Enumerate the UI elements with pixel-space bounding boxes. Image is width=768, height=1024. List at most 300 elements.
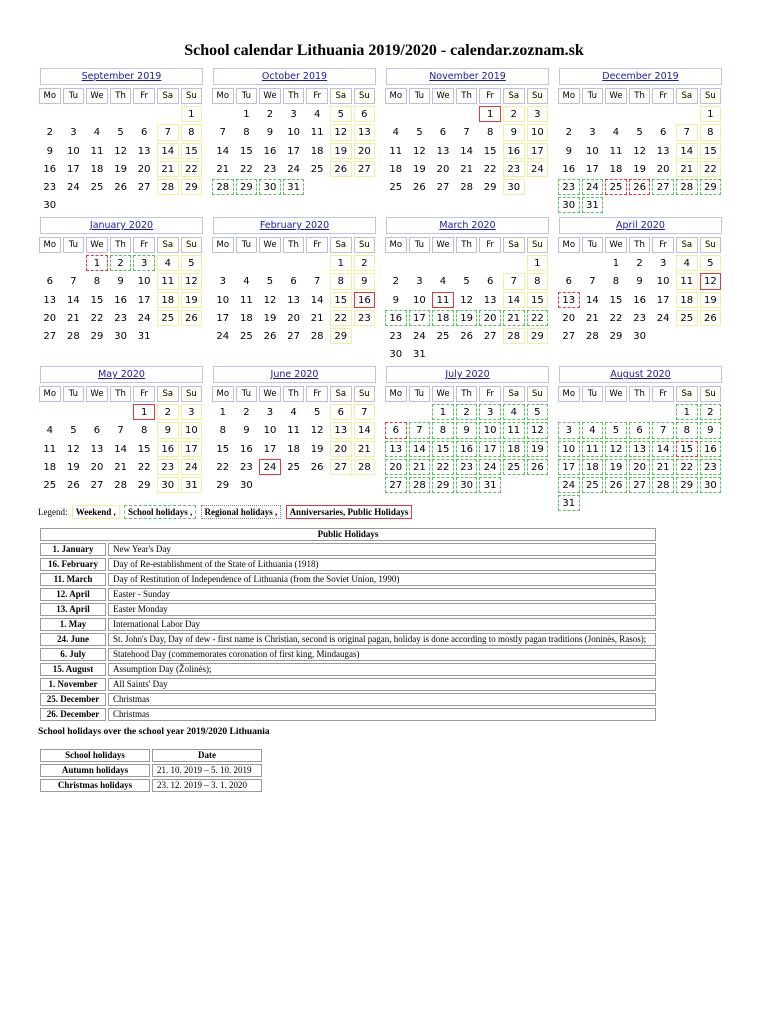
day-cell: 2 [565, 127, 572, 139]
weekday-header: Th [283, 88, 305, 104]
day-cell: 8 [93, 276, 101, 288]
day-cell: 13 [354, 124, 376, 140]
day-cell: 1 [181, 106, 203, 122]
day-cell: 11 [240, 294, 253, 306]
day-cell: 14 [354, 422, 376, 438]
month-name-link[interactable]: February 2020 [259, 220, 330, 231]
weekday-header: Su [181, 386, 203, 402]
month-day-grid [384, 385, 549, 494]
month-name-link[interactable]: June 2020 [270, 369, 319, 380]
weekday-header: Su [354, 88, 376, 104]
weekday-header: Th [629, 237, 651, 253]
day-cell: 12 [330, 124, 352, 140]
day-cell: 27 [385, 477, 407, 493]
month-day-grid [38, 87, 203, 214]
day-cell: 6 [385, 422, 407, 438]
day-cell: 29 [236, 179, 258, 195]
day-cell: 27 [354, 161, 376, 177]
day-cell: 11 [503, 422, 525, 438]
month-header [40, 366, 203, 383]
day-cell: 17 [558, 459, 580, 475]
day-cell: 16 [562, 163, 576, 175]
empty-cell [479, 255, 501, 271]
day-cell: 31 [137, 330, 151, 342]
day-cell: 23 [354, 310, 376, 326]
day-cell: 9 [266, 127, 274, 139]
weekday-header: Mo [385, 386, 407, 402]
empty-cell [39, 255, 61, 271]
day-cell: 27 [90, 479, 104, 491]
day-cell: 17 [287, 145, 300, 157]
day-cell: 12 [633, 145, 646, 157]
weekday-header: We [432, 386, 454, 402]
day-cell: 17 [527, 143, 549, 159]
day-cell: 25 [43, 479, 57, 491]
day-cell: 25 [503, 459, 525, 475]
month-name-link[interactable]: April 2020 [616, 220, 665, 231]
weekday-header: Th [456, 88, 478, 104]
day-cell: 29 [137, 479, 151, 491]
day-cell: 20 [330, 441, 352, 457]
month-name-link[interactable]: October 2019 [261, 71, 328, 82]
day-cell: 28 [354, 459, 376, 475]
day-cell: 12 [263, 294, 277, 306]
day-cell: 9 [392, 294, 399, 306]
day-cell: 11 [310, 127, 324, 139]
day-cell: 19 [263, 312, 277, 324]
day-cell: 28 [586, 330, 599, 342]
day-cell: 29 [216, 479, 230, 491]
empty-cell [259, 255, 281, 271]
day-cell: 6 [354, 106, 376, 122]
day-cell: 4 [612, 127, 620, 139]
day-cell: 19 [456, 310, 478, 326]
day-cell: 8 [700, 124, 722, 140]
day-cell: 24 [259, 459, 281, 475]
day-cell: 4 [676, 255, 698, 271]
day-cell: 24 [287, 163, 300, 175]
table-row [40, 648, 656, 661]
empty-cell [558, 106, 580, 122]
day-cell: 2 [700, 404, 722, 420]
day-cell: 30 [389, 349, 403, 361]
month-name-link[interactable]: August 2020 [610, 369, 671, 380]
month-name-link[interactable]: May 2020 [98, 369, 145, 380]
weekday-header: Fr [133, 88, 155, 104]
day-cell: 1 [527, 255, 549, 271]
day-cell: 7 [117, 425, 124, 437]
day-cell: 3 [527, 106, 549, 122]
table-row [40, 543, 656, 556]
empty-cell [676, 106, 698, 122]
day-cell: 6 [330, 404, 352, 420]
day-cell: 9 [503, 124, 525, 140]
day-cell: 25 [240, 330, 253, 342]
day-cell: 23 [503, 161, 525, 177]
day-cell: 19 [700, 292, 722, 308]
day-cell: 13 [436, 145, 450, 157]
day-cell: 27 [43, 330, 57, 342]
month-day-grid [557, 87, 722, 214]
holiday-date: 24. June [40, 633, 106, 646]
day-cell: 30 [503, 179, 525, 195]
day-cell: 11 [157, 273, 179, 289]
day-cell: 22 [676, 459, 698, 475]
day-cell: 21 [460, 163, 473, 175]
day-cell: 26 [700, 310, 722, 326]
day-cell: 8 [243, 127, 250, 139]
day-cell: 15 [90, 294, 104, 306]
day-cell: 9 [243, 425, 250, 437]
day-cell: 1 [676, 404, 698, 420]
day-cell: 15 [181, 143, 203, 159]
day-cell: 17 [263, 443, 277, 455]
table-row [40, 678, 656, 691]
holiday-name: Assumption Day (Žolinės); [108, 663, 656, 676]
month-name-link[interactable]: November 2019 [429, 71, 506, 82]
day-cell: 1 [479, 106, 501, 122]
day-cell: 14 [216, 145, 230, 157]
day-cell: 22 [483, 163, 497, 175]
holiday-name: Christmas [108, 693, 656, 706]
day-cell: 17 [181, 441, 203, 457]
empty-cell [409, 255, 431, 271]
empty-cell [432, 255, 454, 271]
weekday-header: Mo [558, 386, 580, 402]
day-cell: 25 [582, 477, 604, 493]
day-cell: 1 [86, 255, 108, 271]
day-cell: 24 [582, 179, 604, 195]
weekday-header: Sa [330, 88, 352, 104]
weekday-header: Tu [582, 88, 604, 104]
day-cell: 5 [463, 276, 470, 288]
day-cell: 28 [310, 330, 324, 342]
day-cell: 15 [527, 292, 549, 308]
holiday-name: Easter Monday [108, 603, 656, 616]
day-cell: 21 [114, 461, 127, 473]
day-cell: 26 [330, 161, 352, 177]
day-cell: 19 [114, 163, 127, 175]
day-cell: 26 [263, 330, 277, 342]
weekday-header: Mo [212, 88, 234, 104]
weekday-header: Tu [236, 88, 258, 104]
day-cell: 25 [287, 461, 300, 473]
weekday-header: Fr [652, 237, 674, 253]
day-cell: 7 [652, 422, 674, 438]
month-calendar [211, 217, 376, 345]
day-cell: 19 [181, 292, 203, 308]
empty-cell [39, 106, 61, 122]
day-cell: 12 [460, 294, 473, 306]
day-cell: 23 [389, 330, 403, 342]
empty-cell [385, 255, 407, 271]
empty-cell [157, 106, 179, 122]
day-cell: 10 [527, 124, 549, 140]
day-cell: 25 [605, 179, 627, 195]
day-cell: 10 [287, 127, 300, 139]
day-cell: 15 [432, 441, 454, 457]
day-cell: 31 [283, 179, 305, 195]
day-cell: 26 [114, 181, 127, 193]
day-cell: 4 [290, 407, 297, 419]
day-cell: 28 [460, 181, 473, 193]
day-cell: 26 [310, 461, 324, 473]
day-cell: 18 [609, 163, 623, 175]
month-calendar [557, 217, 722, 345]
weekday-header: Fr [133, 237, 155, 253]
day-cell: 2 [354, 255, 376, 271]
day-cell: 7 [354, 404, 376, 420]
day-cell: 23 [558, 179, 580, 195]
day-cell: 4 [46, 425, 53, 437]
day-cell: 16 [503, 143, 525, 159]
holiday-date: 6. July [40, 648, 106, 661]
day-cell: 13 [90, 443, 104, 455]
empty-cell [605, 404, 627, 420]
empty-cell [605, 106, 627, 122]
day-cell: 28 [212, 179, 234, 195]
holiday-date: 25. December [40, 693, 106, 706]
holiday-date: 1. November [40, 678, 106, 691]
day-cell: 21 [586, 312, 599, 324]
day-cell: 2 [46, 127, 53, 139]
day-cell: 7 [313, 276, 321, 288]
weekday-header: Sa [157, 386, 179, 402]
day-cell: 30 [633, 330, 646, 342]
day-cell: 1 [612, 258, 620, 270]
day-cell: 30 [259, 179, 281, 195]
weekday-header: Su [354, 237, 376, 253]
weekday-header: Su [181, 237, 203, 253]
day-cell: 7 [589, 276, 596, 288]
month-name-link[interactable]: September 2019 [81, 71, 162, 82]
day-cell: 12 [605, 441, 627, 457]
day-cell: 16 [385, 310, 407, 326]
holiday-name: Easter - Sunday [108, 588, 656, 601]
month-header [386, 217, 549, 234]
weekday-header: Mo [212, 386, 234, 402]
day-cell: 24 [216, 330, 230, 342]
day-cell: 18 [90, 163, 104, 175]
day-cell: 15 [330, 292, 352, 308]
day-cell: 17 [67, 163, 80, 175]
day-cell: 14 [652, 441, 674, 457]
weekday-header: Th [283, 386, 305, 402]
day-cell: 21 [310, 312, 324, 324]
day-cell: 29 [483, 181, 497, 193]
day-cell: 8 [612, 276, 620, 288]
month-name-link[interactable]: December 2019 [602, 71, 679, 82]
table-row [40, 779, 262, 792]
day-cell: 25 [676, 310, 698, 326]
day-cell: 2 [266, 109, 274, 121]
day-cell: 17 [216, 312, 230, 324]
day-cell: 2 [243, 407, 250, 419]
day-cell: 14 [460, 145, 473, 157]
month-header [386, 366, 549, 383]
day-cell: 24 [527, 161, 549, 177]
weekday-header: We [432, 237, 454, 253]
day-cell: 8 [140, 425, 148, 437]
weekday-header: We [605, 88, 627, 104]
legend [38, 505, 412, 519]
empty-cell [385, 106, 407, 122]
day-cell: 31 [413, 349, 426, 361]
school-holiday-date: 21. 10. 2019 – 5. 10. 2019 [152, 764, 262, 777]
day-cell: 30 [240, 479, 253, 491]
empty-cell [432, 106, 454, 122]
day-cell: 1 [133, 404, 155, 420]
day-cell: 2 [456, 404, 478, 420]
month-day-grid [211, 87, 376, 196]
day-cell: 3 [416, 276, 423, 288]
day-cell: 19 [605, 459, 627, 475]
day-cell: 18 [240, 312, 253, 324]
day-cell: 17 [586, 163, 599, 175]
weekday-header: Tu [63, 88, 85, 104]
day-cell: 22 [137, 461, 151, 473]
table-row [40, 603, 656, 616]
day-cell: 19 [413, 163, 426, 175]
day-cell: 21 [652, 459, 674, 475]
day-cell: 27 [436, 181, 450, 193]
weekday-header: Su [700, 386, 722, 402]
holiday-name: International Labor Day [108, 618, 656, 631]
day-cell: 4 [392, 127, 399, 139]
day-cell: 27 [483, 330, 497, 342]
day-cell: 9 [700, 422, 722, 438]
day-cell: 7 [70, 276, 77, 288]
day-cell: 3 [219, 276, 226, 288]
day-cell: 13 [656, 145, 670, 157]
day-cell: 2 [157, 404, 179, 420]
day-cell: 20 [354, 143, 376, 159]
day-cell: 29 [527, 328, 549, 344]
day-cell: 6 [140, 127, 148, 139]
empty-cell [582, 404, 604, 420]
day-cell: 8 [527, 273, 549, 289]
day-cell: 19 [527, 441, 549, 457]
empty-cell [212, 106, 234, 122]
month-day-grid [384, 236, 549, 363]
school-holiday-name: Autumn holidays [40, 764, 150, 777]
day-cell: 16 [157, 441, 179, 457]
day-cell: 25 [310, 163, 324, 175]
day-cell: 10 [263, 425, 277, 437]
day-cell: 3 [70, 127, 77, 139]
day-cell: 6 [46, 276, 53, 288]
day-cell: 16 [43, 163, 57, 175]
day-cell: 30 [157, 477, 179, 493]
day-cell: 16 [114, 294, 127, 306]
holiday-name: New Year's Day [108, 543, 656, 556]
day-cell: 29 [432, 477, 454, 493]
weekday-header: Th [456, 386, 478, 402]
day-cell: 3 [659, 258, 667, 270]
empty-cell [503, 255, 525, 271]
weekday-header: Sa [676, 386, 698, 402]
holiday-date: 11. March [40, 573, 106, 586]
day-cell: 29 [609, 330, 623, 342]
day-cell: 11 [43, 443, 57, 455]
day-cell: 26 [527, 459, 549, 475]
day-cell: 4 [157, 255, 179, 271]
day-cell: 8 [330, 273, 352, 289]
month-name-link[interactable]: March 2020 [439, 220, 496, 231]
holiday-date: 16. February [40, 558, 106, 571]
weekday-header: Su [527, 88, 549, 104]
school-holidays-table [38, 747, 264, 794]
day-cell: 22 [330, 310, 352, 326]
day-cell: 28 [676, 179, 698, 195]
holiday-date: 1. May [40, 618, 106, 631]
weekday-header: Th [456, 237, 478, 253]
day-cell: 15 [700, 143, 722, 159]
day-cell: 23 [43, 181, 57, 193]
holiday-date: 1. January [40, 543, 106, 556]
day-cell: 13 [330, 422, 352, 438]
table-row [40, 708, 656, 721]
day-cell: 29 [700, 179, 722, 195]
day-cell: 21 [409, 459, 431, 475]
month-header [559, 217, 722, 234]
day-cell: 21 [503, 310, 525, 326]
weekday-header: Fr [479, 386, 501, 402]
day-cell: 11 [432, 292, 454, 308]
day-cell: 25 [389, 181, 403, 193]
weekday-header: Su [527, 237, 549, 253]
weekday-header: Su [181, 88, 203, 104]
month-name-link[interactable]: January 2020 [89, 220, 154, 231]
day-cell: 8 [219, 425, 226, 437]
holiday-date: 12. April [40, 588, 106, 601]
day-cell: 14 [157, 143, 179, 159]
weekday-header: Tu [582, 386, 604, 402]
day-cell: 9 [636, 276, 643, 288]
weekday-header: Tu [236, 386, 258, 402]
day-cell: 10 [67, 145, 80, 157]
weekday-header: Su [527, 386, 549, 402]
month-calendar [557, 366, 722, 512]
day-cell: 28 [503, 328, 525, 344]
weekday-header: Fr [652, 386, 674, 402]
month-day-grid [557, 385, 722, 512]
school-holidays-header-name: School holidays [40, 749, 150, 762]
day-cell: 17 [137, 294, 151, 306]
empty-cell [283, 255, 305, 271]
day-cell: 27 [287, 330, 300, 342]
day-cell: 16 [633, 294, 646, 306]
month-day-grid [211, 236, 376, 345]
day-cell: 20 [562, 312, 576, 324]
month-calendar [38, 217, 203, 345]
month-header [559, 68, 722, 85]
day-cell: 27 [652, 179, 674, 195]
day-cell: 25 [90, 181, 104, 193]
day-cell: 9 [157, 422, 179, 438]
day-cell: 21 [216, 163, 230, 175]
empty-cell [558, 404, 580, 420]
day-cell: 7 [676, 124, 698, 140]
day-cell: 29 [330, 328, 352, 344]
empty-cell [456, 255, 478, 271]
weekday-header: Fr [479, 88, 501, 104]
month-name-link[interactable]: July 2020 [445, 369, 490, 380]
day-cell: 18 [389, 163, 403, 175]
day-cell: 17 [409, 310, 431, 326]
weekday-header: We [259, 88, 281, 104]
month-header [213, 217, 376, 234]
